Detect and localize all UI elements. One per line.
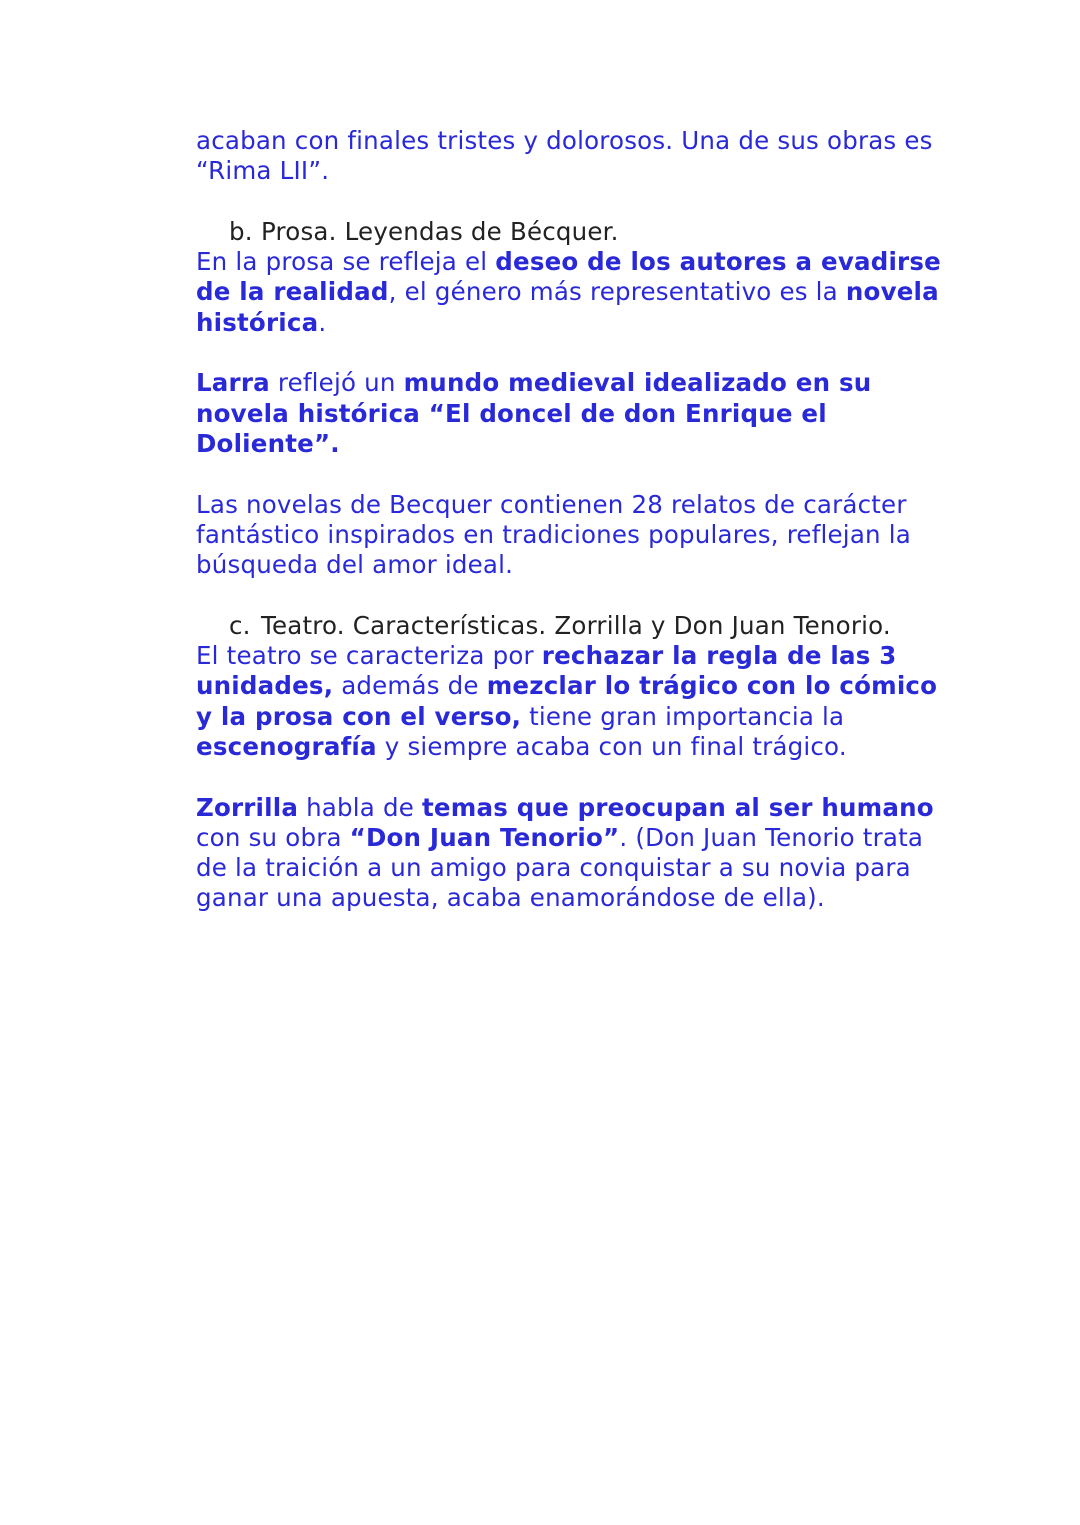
intro-paragraph (196, 126, 956, 187)
heading-text-prosa: Prosa. Leyendas de Bécquer. (261, 216, 619, 246)
intro-line-1: acaban con finales tristes y dolorosos. Una de sus obras es (196, 126, 933, 155)
text-run: , el género más representativo es la (388, 277, 846, 307)
bold-run: Larra (196, 368, 270, 398)
bold-run: deseo de los autores a evadirse de la realidad (196, 247, 941, 307)
bold-run: mezclar lo trágico con lo cómico y la prosa con el verso, (196, 671, 938, 731)
text-run: además de (333, 671, 487, 701)
teatro-paragraph-1 (196, 641, 956, 762)
text-run: con su obra (196, 822, 350, 852)
bold-run: rechazar la regla de las 3 unidades, (196, 641, 897, 701)
text-run: El teatro se caracteriza por (196, 641, 542, 671)
document-page (196, 126, 956, 914)
section-heading-teatro (196, 611, 956, 641)
text-run: . (Don Juan Tenorio trata de la traición a un amigo para conquistar a su novia para ganar una apuesta, acaba enamorándose de ella). (196, 822, 924, 913)
prosa-paragraph-2 (196, 368, 956, 459)
prosa-paragraph-1 (196, 247, 956, 338)
list-marker-c: c. (229, 610, 251, 640)
intro-line-2: “Rima LII”. (196, 156, 330, 186)
text-run: tiene gran importancia la (521, 701, 845, 731)
bold-run: temas que preocupan al ser humano (422, 792, 934, 822)
section-heading-prosa (196, 217, 956, 247)
text-run: En la prosa se refleja el (196, 247, 496, 277)
text-run: . (318, 307, 327, 337)
text-run: reflejó un (269, 368, 404, 398)
list-marker-b: b. (229, 216, 253, 246)
bold-run: escenografía (196, 731, 377, 761)
text-run: habla de (298, 792, 422, 822)
heading-text-teatro: Teatro. Características. Zorrilla y Don Juan Tenorio. (261, 610, 891, 640)
bold-run: mundo medieval idealizado en su novela histórica “El doncel de don Enrique el Doliente”. (196, 368, 872, 458)
prosa-paragraph-3: Las novelas de Becquer contienen 28 relatos de carácter fantástico inspirados en tradiciones populares, reflejan la búsqueda del amor ideal. (196, 489, 911, 580)
teatro-paragraph-2 (196, 793, 956, 914)
bold-run: “Don Juan Tenorio” (349, 822, 620, 852)
bold-run: Zorrilla (196, 792, 299, 822)
text-run: y siempre acaba con un final trágico. (376, 731, 847, 761)
bold-run: novela histórica (196, 277, 939, 337)
